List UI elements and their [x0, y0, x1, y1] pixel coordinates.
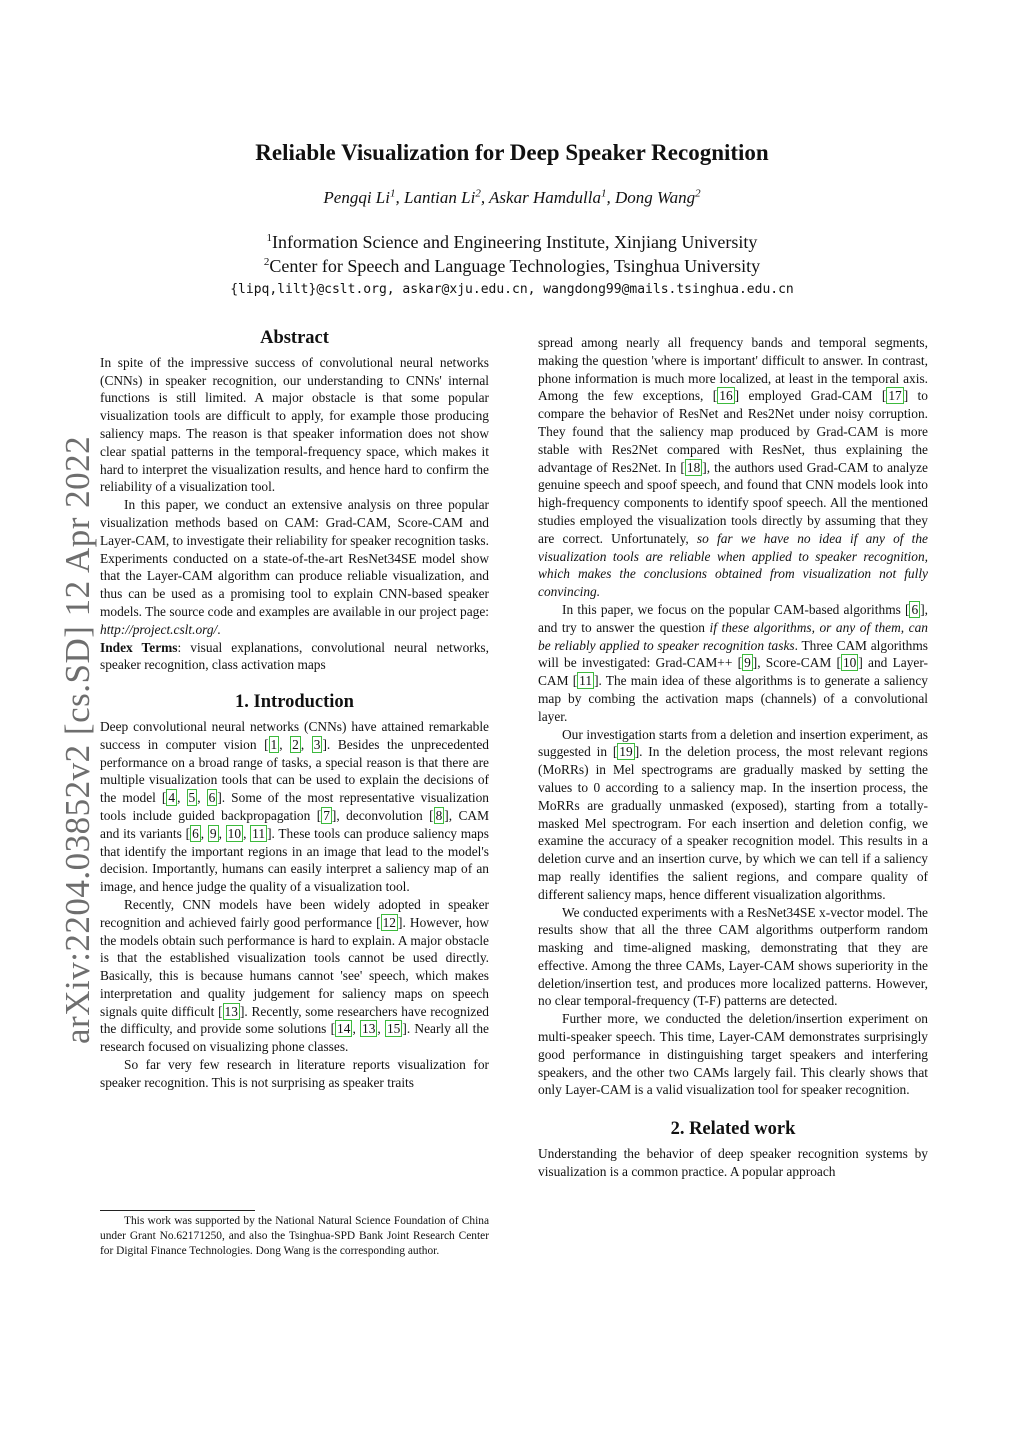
citation-link[interactable]: 16 [719, 388, 733, 404]
intro-paragraph: Deep convolutional neural networks (CNNs) have attained remarkable success in computer vision [ 1 , 2 , 3 ]. Besides the unprecedented performance on a broad range of tasks, a special reason is that there are multiple visualization tools that can be used to explain the decisions of the model [ 4 , 5 , 6 ]. Some of the most representative visualization tools include guided backpropagation [ 7 ], deconvolution [ 8 ], CAM and its variants [ 6 , 9 , 10 , 11 ]. These tools can produce saliency maps that identify the important regions in an image that lead to the model's decision. Importantly, humans can easily interpret a saliency map of an image, and hence judge the quality of a visualization tool. [100, 718, 490, 895]
project-url-link[interactable]: http://project.cslt.org/ [100, 621, 218, 637]
index-terms [100, 639, 489, 675]
citation-link[interactable]: 6 [911, 601, 919, 617]
citation-link[interactable]: 13 [224, 1003, 238, 1019]
citation-link[interactable]: 4 [168, 790, 176, 806]
author-list: Pengqi Li$^1$, Lantian Li$^2$, Askar Hamdulla$^1$, Dong Wang$^2$ [323, 187, 701, 207]
citation-link[interactable]: 1 [270, 736, 278, 752]
intro-paragraph: Recently, CNN models have been widely adopted in speaker recognition and achieved fairly good performance [ 12 ]. However, how the models obtain such performance is hard to explain. A major obstacle is that the established visualization tools cannot be used directly. Basically, this is because humans cannot 'see' speech, which makes interpretation and quality judgement for saliency maps on speech signals quite difficult [ 13 ]. Recently, some researchers have recognized the difficulty, and provide some solutions [ 14 , 13 , 15 ]. Nearly all the research focused on visualizing phone classes. [100, 896, 490, 1055]
citation-link[interactable]: 5 [188, 790, 196, 806]
abstract-heading: Abstract [260, 328, 329, 348]
citation-link[interactable]: 17 [888, 388, 902, 404]
citation-link[interactable]: 9 [209, 825, 217, 841]
citation-link[interactable]: 6 [208, 790, 216, 806]
punctuation: . [217, 621, 221, 637]
affiliation-number: 2 [263, 256, 270, 268]
citation-link[interactable]: 14 [337, 1021, 351, 1037]
citation-link[interactable]: 6 [192, 825, 199, 841]
citation-link[interactable]: 10 [842, 655, 857, 671]
index-terms-label: Index Terms [100, 639, 178, 655]
author-name: Pengqi Li [323, 188, 390, 207]
author-name: Askar Hamdulla [489, 188, 601, 207]
body-paragraph: Our investigation starts from a deletion and insertion experiment, as suggested in [ 19 ]. In the deletion process, the most relevant regions (MoRRs) in Mel spectrograms are gradually masked by setting the values to 0 according to a saliency map. In the insertion process, the MoRRs are gradually unmasked (exposed), starting from a totally-masked Mel spectrogram. For each insertion and deletion config, we examine the accuracy of a speaker recognition model. This results in a deletion curve and an insertion curve, by which we can tell if a saliency map really identifies the salient regions, and compare quality of different saliency maps, hence different visualization algorithms. [538, 726, 928, 902]
citation-link[interactable]: 13 [362, 1021, 376, 1037]
affiliation-text: Information Science and Engineering Institute, Xinjiang University [272, 232, 758, 252]
author-affiliation-mark: 1 [389, 187, 396, 200]
related-work-heading: 2. Related work [670, 1119, 796, 1140]
citation-link[interactable]: 19 [619, 744, 633, 760]
citation-link[interactable]: 9 [744, 655, 751, 671]
abstract-paragraph [100, 496, 489, 638]
citation-link[interactable]: 8 [435, 807, 443, 823]
paper-title: Reliable Visualization for Deep Speaker Recognition [255, 140, 769, 165]
right-column [538, 334, 928, 1181]
body-paragraph: spread among nearly all frequency bands and temporal segments, making the question 'where is important' difficult to answer. In contrast, phone information is much more localized, at least in the temporal axis. Among the few exceptions, [ 16 ] employed Grad-CAM [ 17 ] to compare the behavior of ResNet and Res2Net under noisy corruption. They found that the saliency map produced by Grad-CAM is more stable with Res2Net compared with ResNet, thus explaining the advantage of Res2Net. In [ 18 ], the authors used Grad-CAM to analyze genuine speech and spoof speech, and found that CNN models look into high-frequency components to identify spoof speech. All the mentioned studies employed the visualization tools directly by assuming that they are correct. Unfortunately, so far we have no idea if any of the visualization tools are reliable when applied to speaker recognition, which makes the conclusions obtained from visualization not fully convincing. [538, 335, 928, 600]
body-paragraph: Further more, we conducted the deletion/insertion experiment on multi-speaker speech. This time, Layer-CAM demonstrates surprisingly good performance in distinguishing target speakers and interfering speakers, and the other two CAMs largely fail. This clearly shows that only Layer-CAM is a valid visualization tool for speaker recognition. [538, 1011, 928, 1098]
citation-link[interactable]: 18 [686, 459, 701, 475]
footnote-text: This work was supported by the National Natural Science Foundation of China under Grant No.62171250, and also the Tsinghua-SPD Bank Joint Research Center for Digital Finance Technologies. Dong Wang is the corresponding author. [100, 1215, 489, 1257]
body-paragraph: Understanding the behavior of deep speaker recognition systems by visualization is a common practice. A popular approach [538, 1146, 928, 1179]
citation-link[interactable]: 2 [292, 736, 299, 752]
author-name: Lantian Li [403, 188, 476, 207]
footnote [100, 1214, 489, 1258]
index-terms-text: : visual explanations, convolutional neural networks, speaker recognition, class activation maps [100, 639, 489, 673]
body-paragraph: We conducted experiments with a ResNet34SE x-vector model. The results show that all the three CAM algorithms outperform random masking and time-aligned masking, demonstrating that they are effective. Among the three CAMs, Layer-CAM shows superiority in the deletion/insertion test, and produces more localized patterns. However, no clear temporal-frequency (T-F) patterns are detected. [538, 904, 928, 1009]
affiliation-line [0, 256, 1024, 277]
abstract-paragraph: In spite of the impressive success of convolutional neural networks (CNNs) in speaker recognition, our understanding to CNNs' internal functions is still limited. A major obstacle is that some popular visualization tools are difficult to apply, for example those producing saliency maps. The reason is that speaker information does not show clear spatial patterns in the temporal-frequency space, which makes it hard to interpret the visualization results, and hence hard to confirm the reliability of a visualization tool. [100, 354, 489, 495]
affiliation-line [0, 232, 1024, 253]
author-affiliation-mark: 1 [600, 187, 607, 200]
affiliation-text: Center for Speech and Language Technologies, Tsinghua University [269, 256, 761, 276]
affiliation-number: 1 [266, 232, 273, 244]
author-emails: {lipq,lilt}@cslt.org, askar@xju.edu.cn, wangdong99@mails.tsinghua.edu.cn [230, 282, 794, 297]
citation-link[interactable]: 15 [386, 1021, 401, 1037]
intro-paragraph: So far very few research in literature reports visualization for speaker recognition. This is not surprising as speaker traits [100, 1057, 489, 1090]
author-affiliation-mark: 2 [475, 187, 481, 200]
citation-link[interactable]: 12 [382, 914, 396, 930]
arxiv-stamp: arXiv:2204.03852v2 [cs.SD] 12 Apr 2022 [58, 435, 97, 1044]
citation-link[interactable]: 3 [313, 736, 321, 752]
footnote-divider [100, 1210, 255, 1211]
author-name: Dong Wang [614, 188, 696, 207]
citation-link[interactable]: 10 [227, 825, 242, 841]
introduction-heading: 1. Introduction [235, 692, 354, 713]
citation-link[interactable]: 11 [252, 825, 266, 841]
citation-link[interactable]: 7 [323, 807, 330, 823]
left-column [100, 328, 490, 1092]
body-paragraph: In this paper, we focus on the popular CAM-based algorithms [ 6 ], and try to answer the question if these algorithms, or any of them, can be reliably applied to speaker recognition tasks. Three CAM algorithms will be investigated: Grad-CAM++ [ 9 ], Score-CAM [ 10 ] and Layer-CAM [ 11 ]. The main idea of these algorithms is to generate a saliency map by combing the activation maps (channels) of a convolutional layer. [538, 601, 929, 724]
citation-link[interactable]: 11 [579, 673, 593, 689]
author-affiliation-mark: 2 [695, 187, 701, 200]
abstract-text: In this paper, we conduct an extensive analysis on three popular visualization methods based on CAM: Grad-CAM, Score-CAM and Layer-CAM, to investigate their reliability for speaker recognition tasks. Experiments conducted on a state-of-the-art ResNet34SE model show that the Layer-CAM algorithm can produce reliable visualization, and thus can be used as a promising tool to explain CNN-based speaker models. The source code and examples are available in our project page: [100, 497, 489, 619]
